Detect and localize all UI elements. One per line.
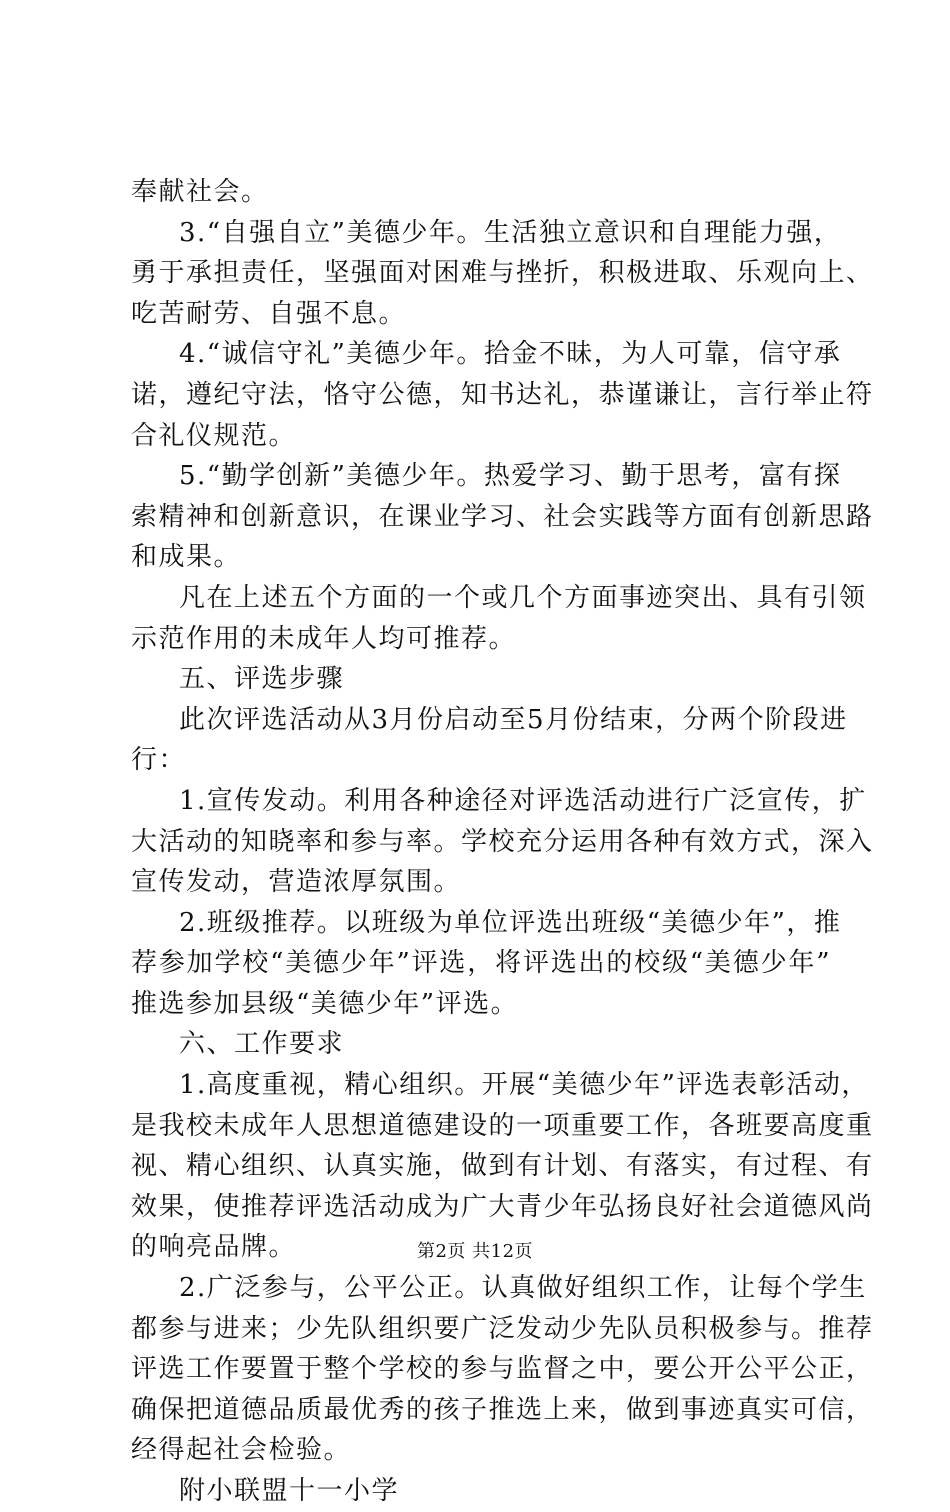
text-line: 经得起社会检验。 [131, 1435, 352, 1466]
text-line: 评选工作要置于整个学校的参与监督之中，要公开公平公正， [131, 1354, 874, 1385]
text-line: 大活动的知晓率和参与率。学校充分运用各种有效方式，深入 [131, 826, 874, 857]
text-line: 推选参加县级“美德少年”评选。 [131, 988, 519, 1019]
text-line: 都参与进来；少先队组织要广泛发动少先队员积极参与。推荐 [131, 1313, 874, 1344]
text-line: 2.广泛参与，公平公正。认真做好组织工作，让每个学生 [179, 1273, 867, 1304]
text-line: 奉献社会。 [131, 177, 269, 207]
text-line: 荐参加学校“美德少年”评选，将评选出的校级“美德少年” [131, 948, 831, 979]
text-line: 宣传发动，营造浓厚氛围。 [131, 867, 462, 898]
text-line: 诺，遵纪守法，恪守公德，知书达礼，恭谨谦让，言行举止符 [131, 379, 874, 410]
signature-line: 附小联盟十一小学 [179, 1476, 400, 1506]
text-line: 吃苦耐劳、自强不息。 [131, 298, 407, 329]
text-line: 此次评选活动从3月份启动至5月份结束，分两个阶段进 [179, 704, 848, 735]
document-body [131, 172, 874, 1512]
page-number: 第2页 共12页 [416, 1241, 534, 1262]
text-line: 效果，使推荐评选活动成为广大青少年弘扬良好社会道德风尚 [131, 1191, 874, 1222]
text-line: 确保把道德品质最优秀的孩子推选上来，做到事迹真实可信， [131, 1394, 874, 1425]
text-line: 3.“自强自立”美德少年。生活独立意识和自理能力强， [179, 217, 842, 248]
text-line: 5.“勤学创新”美德少年。热爱学习、勤于思考，富有探 [179, 461, 842, 492]
text-line: 2.班级推荐。以班级为单位评选出班级“美德少年”，推 [179, 907, 842, 938]
text-line: 行： [131, 745, 187, 776]
text-line: 视、精心组织、认真实施，做到有计划、有落实，有过程、有 [131, 1151, 874, 1182]
text-line: 示范作用的未成年人均可推荐。 [131, 623, 517, 654]
text-line: 索精神和创新意识，在课业学习、社会实践等方面有创新思路 [131, 501, 874, 532]
section-heading: 五、评选步骤 [179, 664, 345, 695]
text-line: 合礼仪规范。 [131, 420, 297, 451]
text-line: 勇于承担责任，坚强面对困难与挫折，积极进取、乐观向上、 [131, 258, 874, 289]
text-line: 1.高度重视，精心组织。开展“美德少年”评选表彰活动， [179, 1070, 869, 1101]
section-heading: 六、工作要求 [179, 1029, 345, 1060]
text-line: 的响亮品牌。 [131, 1232, 297, 1263]
text-line: 凡在上述五个方面的一个或几个方面事迹突出、具有引领 [179, 582, 867, 613]
text-line: 4.“诚信守礼”美德少年。拾金不昧，为人可靠，信守承 [179, 339, 842, 370]
text-line: 和成果。 [131, 542, 242, 573]
text-line: 是我校未成年人思想道德建设的一项重要工作，各班要高度重 [131, 1110, 874, 1141]
text-line: 1.宣传发动。利用各种途径对评选活动进行广泛宣传，扩 [179, 785, 867, 816]
